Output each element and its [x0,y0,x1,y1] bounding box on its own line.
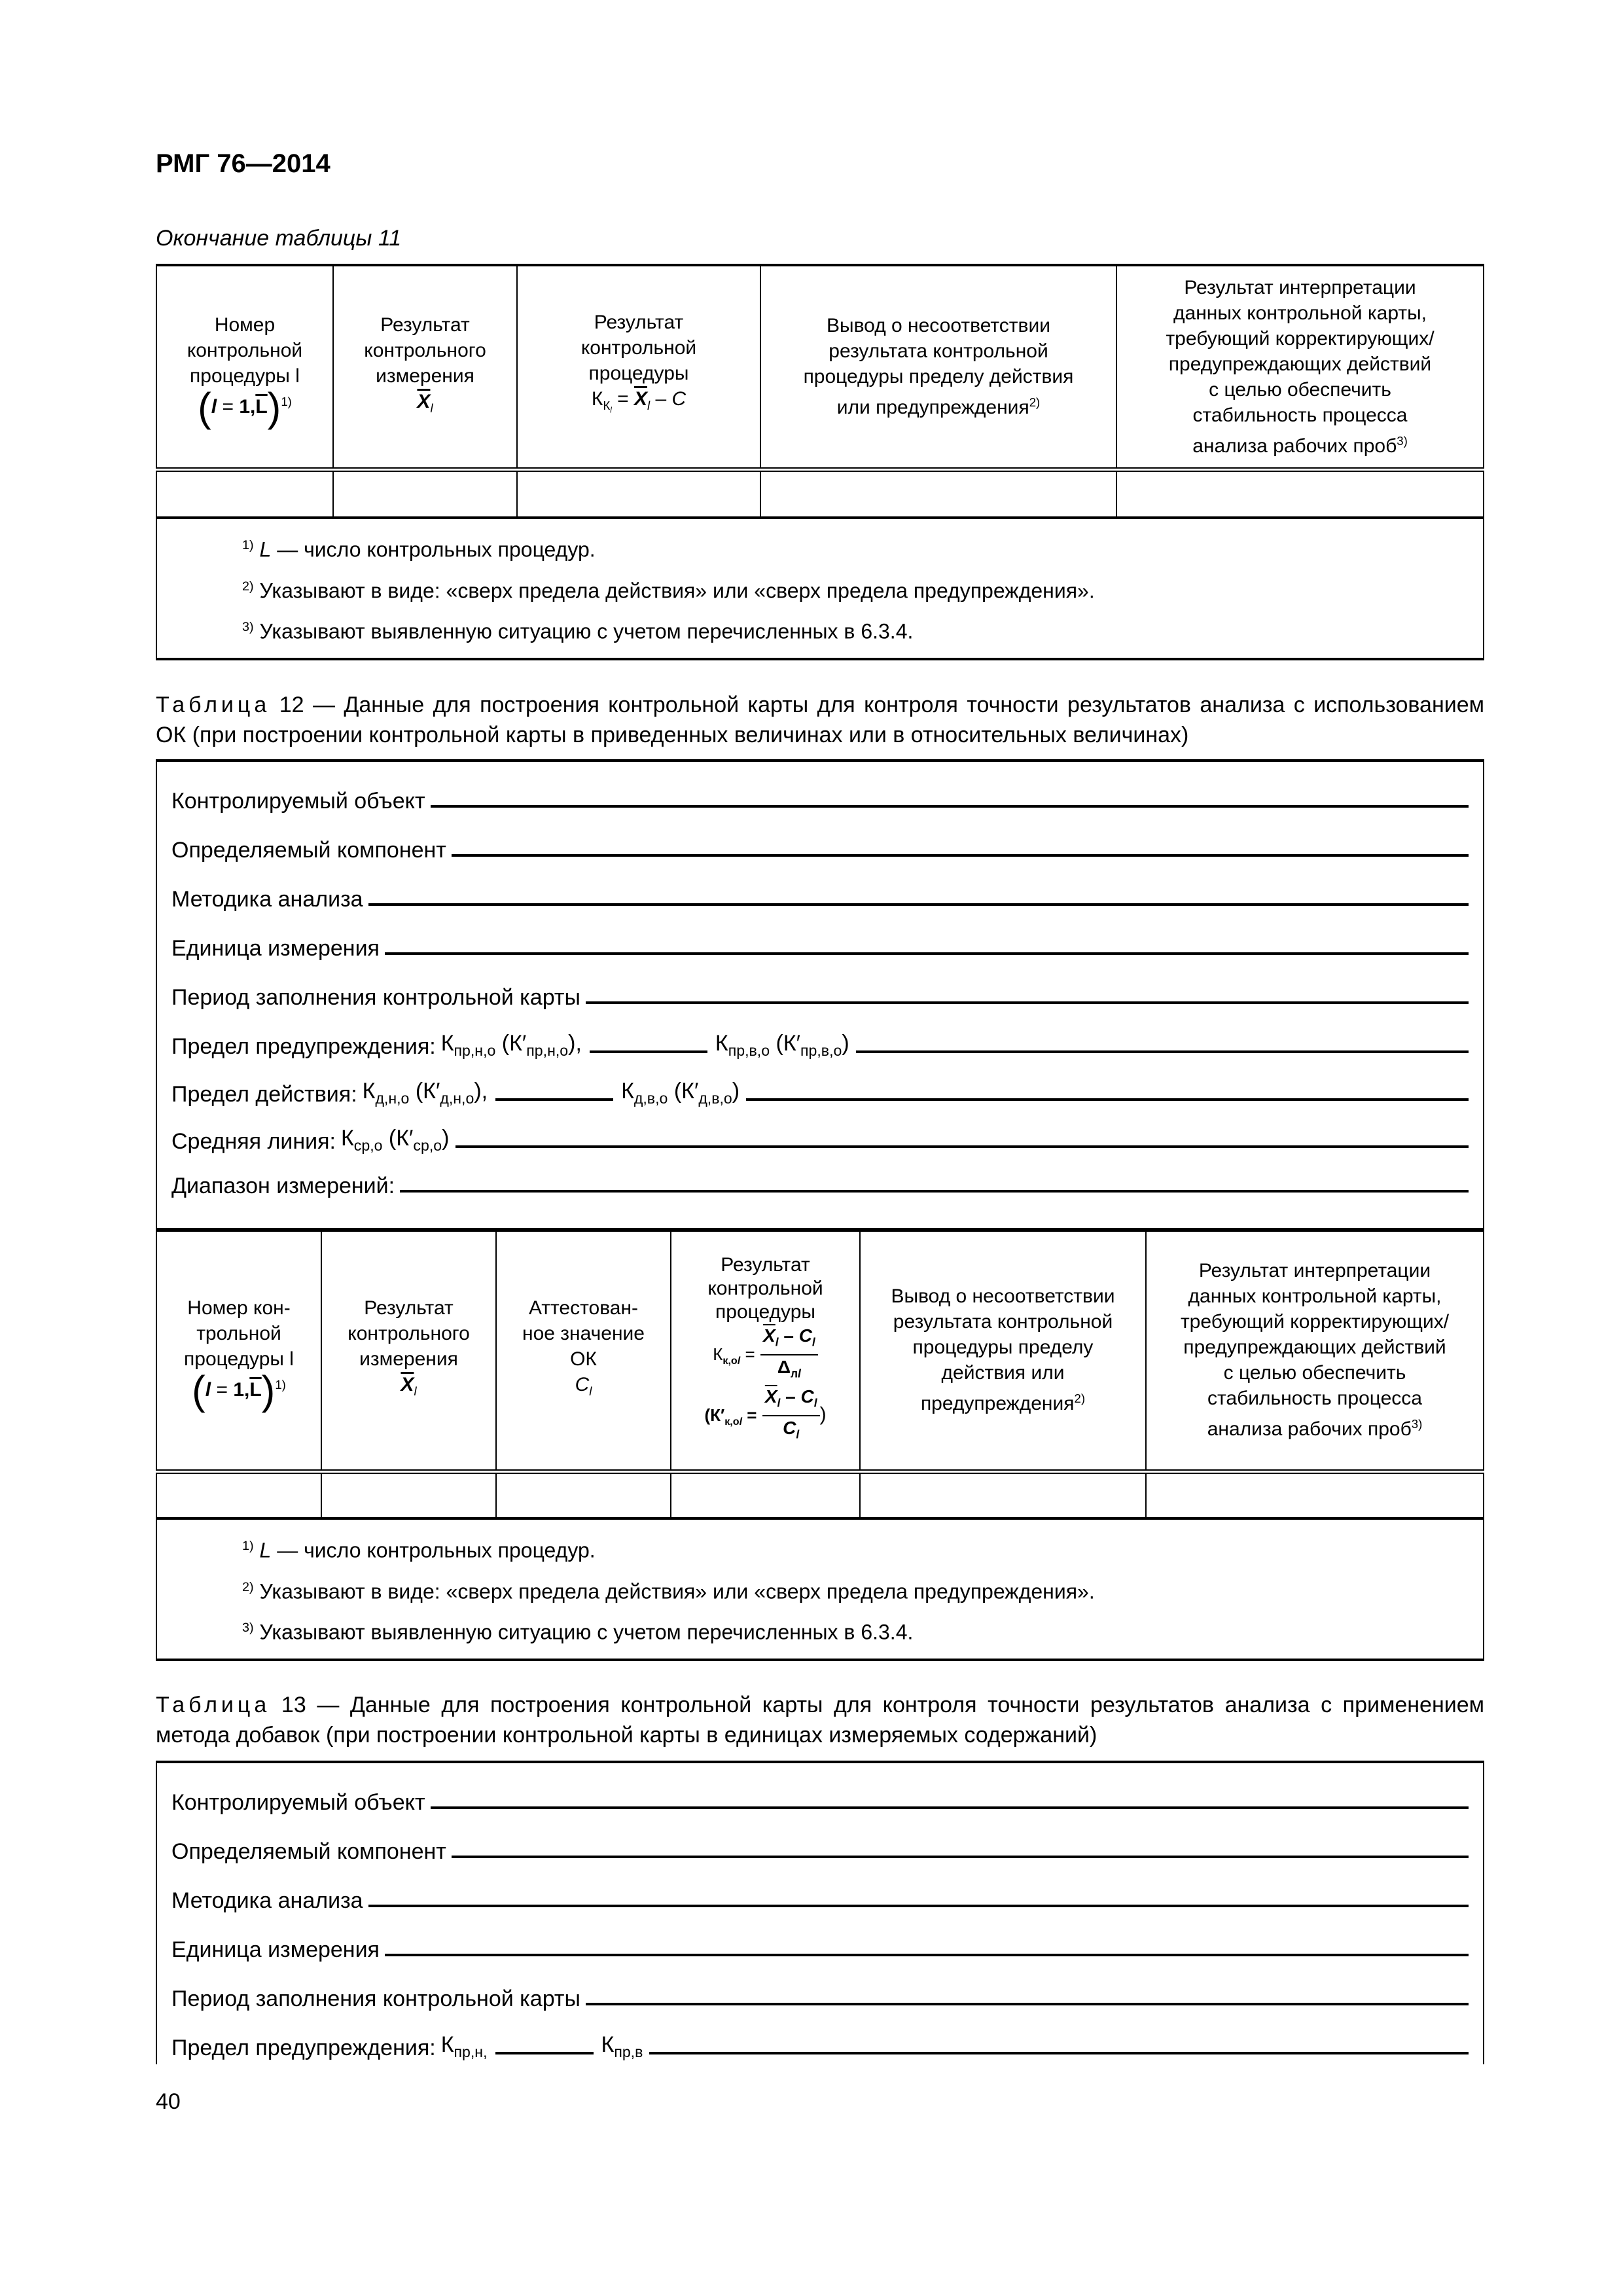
cell-empty[interactable] [760,469,1116,518]
table-12-header-row [156,1229,1484,1471]
col-nonconformity-conclusion: Вывод о несоответствии результата контрольной процедуры пределу действия или предупреждения$^{2)}$ [860,1229,1146,1471]
input-line[interactable] [495,2052,594,2054]
action-high-symbol: $К_{д,в,о}$ $(К'_{д,в,о})$ [621,1079,740,1107]
table-11 [156,264,1484,660]
cell-empty[interactable] [671,1471,860,1518]
input-line[interactable] [586,1001,1469,1004]
footnote-3: $^{3)}$ Указывают выявленную ситуацию с учетом перечисленных в 6.3.4. [242,1620,914,1644]
cell-empty[interactable] [1116,469,1484,518]
cell-empty[interactable] [860,1471,1146,1518]
input-line[interactable] [452,854,1469,857]
table-12 [156,1228,1484,1661]
warning-high-symbol: $К_{пр,в,о}$ $(К'_{пр,в,о})$ [715,1031,849,1059]
input-line[interactable] [431,1806,1469,1809]
input-line[interactable] [590,1050,707,1053]
table-11-header-row [156,265,1484,469]
input-line[interactable] [400,1190,1469,1193]
input-line[interactable] [495,1098,613,1101]
col-measurement-result: Результат контрольного измерения $\overline{X}_l$ [321,1229,496,1471]
col-nonconformity-conclusion: Вывод о несоответствии результата контрольной процедуры пределу действия или предупреждения$^{2)}$ [760,265,1116,469]
table-12-form [156,759,1484,1232]
warning-low-symbol: $К_{пр,н,}$ [440,2032,488,2060]
col-procedure-result: Результат контрольной процедуры $К_{к,оl}$ = $\frac{\overline{X}_l - C_l}{\Delta_{лl}}$ ($К'_{к,оl}$ = $\frac{\overline{X}_l - C_l}{C_l}$ ) [671,1229,860,1471]
document-code: РМГ 76—2014 [156,149,330,178]
cell-empty[interactable] [496,1471,671,1518]
page-number: 40 [156,2089,181,2114]
input-line[interactable] [649,2052,1469,2054]
field-period: Период заполнения контрольной карты [171,971,1469,1011]
table-11-data-row [156,469,1484,518]
field-center-line: Средняя линия: $К_{ср,о}$ $(К'_{ср,о})$ [171,1115,1469,1155]
col-certified-value: Аттестован- ное значение ОК $C_l$ [496,1229,671,1471]
input-line[interactable] [586,2003,1469,2005]
col-interpretation-result: Результат интерпретации данных контрольной карты, требующий корректирующих/ предупреждающих действий с целью обеспечить стабильность процесса анализа рабочих проб$^{3)}$ [1146,1229,1484,1471]
field-controlled-object: Контролируемый объект [171,1776,1469,1816]
input-line[interactable] [385,1954,1469,1956]
cell-empty[interactable] [333,469,517,518]
footnote-2: $^{2)}$ Указывают в виде: «сверх предела действия» или «сверх предела предупреждения». [242,1579,1095,1604]
field-warning-limit: Предел предупреждения: $К_{пр,н,}$ $К_{пр,в}$ [171,2022,1469,2061]
cell-empty[interactable] [517,469,760,518]
table-12-caption: Таблица 12 — Данные для построения контрольной карты для контроля точности результатов анализа с использованием ОК (при построении контрольной карты в приведенных величинах или в относительных величинах) [156,692,1484,747]
input-line[interactable] [856,1050,1469,1053]
warning-high-symbol: $К_{пр,в}$ [601,2032,643,2060]
input-line[interactable] [455,1145,1469,1148]
input-line[interactable] [452,1856,1469,1858]
cell-empty[interactable] [156,1471,321,1518]
footnote-2: $^{2)}$ Указывают в виде: «сверх предела действия» или «сверх предела предупреждения». [242,579,1095,603]
table-12-footnotes [156,1518,1484,1660]
cell-empty[interactable] [1146,1471,1484,1518]
table-12-data-row [156,1471,1484,1518]
table11-continuation-title: Окончание таблицы 11 [156,226,402,251]
col-procedure-number: Номер контрольной процедуры l $(l = 1,\overline{L})^{1)}$ [156,265,333,469]
input-line[interactable] [368,903,1469,906]
col-procedure-number: Номер кон- трольной процедуры l $(l = 1,\overline{L})^{1)}$ [156,1229,321,1471]
col-procedure-result: Результат контрольной процедуры $К_{К_l} = \overline{X}_l - C$ [517,265,760,469]
footnote-3: $^{3)}$ Указывают выявленную ситуацию с учетом перечисленных в 6.3.4. [242,619,914,643]
col-measurement-result: Результат контрольного измерения $\overline{X}_l$ [333,265,517,469]
cell-empty[interactable] [156,469,333,518]
input-line[interactable] [746,1098,1469,1101]
input-line[interactable] [431,805,1469,808]
field-action-limit: Предел действия: $К_{д,н,о}$ $(К'_{д,н,о})$, $К_{д,в,о}$ $(К'_{д,в,о})$ [171,1068,1469,1107]
field-controlled-object: Контролируемый объект [171,775,1469,814]
field-period: Период заполнения контрольной карты [171,1973,1469,2012]
table-13-form [156,1761,1484,2064]
footnote-1: $^{1)}$ L — число контрольных процедур. [242,1538,596,1562]
center-line-symbol: $К_{ср,о}$ $(К'_{ср,о})$ [340,1126,450,1154]
action-low-symbol: $К_{д,н,о}$ $(К'_{д,н,о})$, [362,1079,488,1107]
field-warning-limit: Предел предупреждения: $К_{пр,н,о}$ $(К'_{пр,н,о})$, $К_{пр,в,о}$ $(К'_{пр,в,о})$ [171,1020,1469,1060]
field-unit: Единица измерения [171,922,1469,961]
field-range: Диапазон измерений: [171,1160,1469,1199]
field-method: Методика анализа [171,1874,1469,1914]
cell-empty[interactable] [321,1471,496,1518]
input-line[interactable] [385,952,1469,955]
warning-low-symbol: $К_{пр,н,о}$ $(К'_{пр,н,о})$, [440,1031,582,1059]
field-method: Методика анализа [171,873,1469,912]
table-11-footnotes [156,518,1484,659]
footnote-1: $^{1)}$ L — число контрольных процедур. [242,537,596,562]
table-13-caption: Таблица 13 — Данные для построения контрольной карты для контроля точности результатов анализа с применением метода добавок (при построении контрольной карты в единицах измеряемых содержаний) [156,1693,1484,1748]
col-interpretation-result: Результат интерпретации данных контрольной карты, требующий корректирующих/ предупреждающих действий с целью обеспечить стабильность процесса анализа рабочих проб$^{3)}$ [1116,265,1484,469]
field-component: Определяемый компонент [171,1825,1469,1865]
field-unit: Единица измерения [171,1924,1469,1963]
input-line[interactable] [368,1905,1469,1907]
field-component: Определяемый компонент [171,824,1469,863]
